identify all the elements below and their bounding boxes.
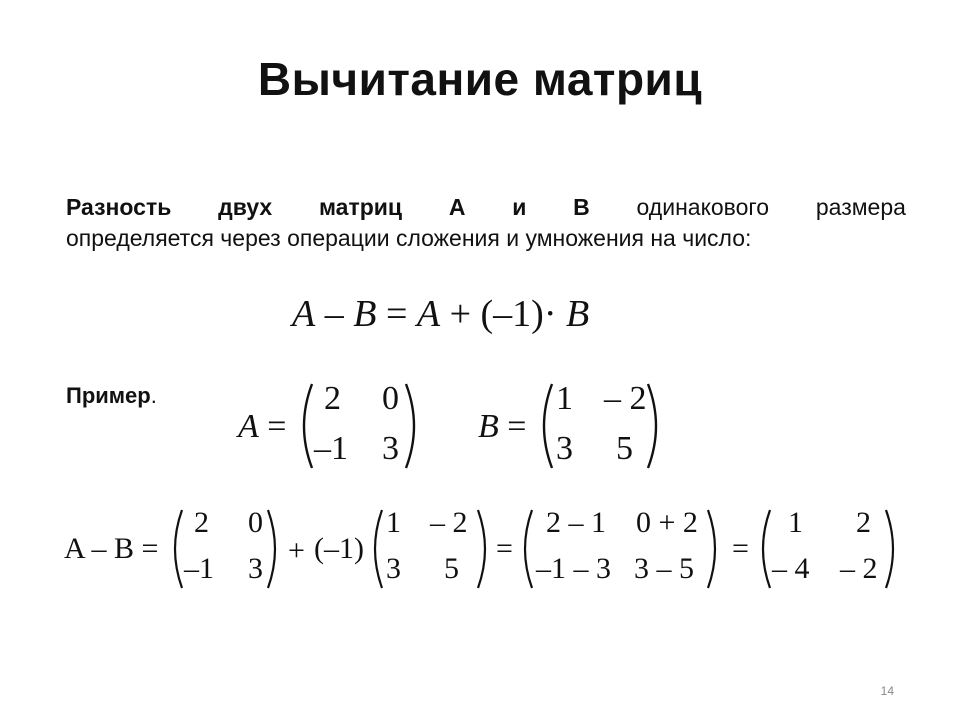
def-b-r1c2: – 2: [604, 380, 647, 417]
formula-b2: B: [566, 293, 590, 335]
page-number: 14: [880, 684, 894, 698]
calc-m3-r2c1: –1 – 3: [536, 552, 611, 585]
def-a-name: A: [238, 408, 259, 445]
example-label: [66, 383, 157, 409]
word-a: A: [448, 194, 466, 220]
calc-m3-r2c2: 3 – 5: [634, 552, 694, 585]
formula-dot: ·: [543, 293, 557, 335]
calc-matrix-a: [170, 506, 280, 592]
word-b: B: [573, 194, 590, 220]
formula-b: B: [353, 293, 377, 335]
calc-matrix-b: [370, 506, 490, 592]
calc-m4-r2c1: – 4: [772, 552, 810, 585]
calc-b-r2c1: 3: [386, 552, 401, 585]
formula-equals: =: [385, 293, 408, 335]
def-b-r2c1: 3: [556, 430, 573, 467]
def-a-r1c2: 0: [382, 380, 399, 417]
calc-m4-r2c2: – 2: [840, 552, 878, 585]
calc-a-r2c1: –1: [184, 552, 214, 585]
def-b-eq: =: [507, 408, 527, 445]
word-razmera: размера: [815, 194, 906, 220]
word-raznost: Разность: [66, 194, 172, 220]
example-word: Пример: [66, 383, 151, 408]
def-b-label: [478, 408, 526, 446]
calc-b-r1c2: – 2: [430, 506, 468, 539]
calc-b-r2c2: 5: [444, 552, 459, 585]
calc-equals-1: =: [496, 532, 513, 565]
def-a-label: [238, 408, 286, 446]
calc-a-r1c2: 0: [248, 506, 263, 539]
difference-formula: [292, 292, 589, 336]
matrix-a-definition: [298, 380, 420, 472]
definition-line-2: определяется через операции сложения и умножения на число:: [66, 225, 752, 251]
formula-minus: –: [324, 293, 344, 335]
calc-scalar: (–1): [314, 532, 364, 565]
formula-a2: A: [416, 293, 441, 335]
calc-m4-r1c2: 2: [856, 506, 871, 539]
calc-b-r1c1: 1: [386, 506, 401, 539]
calc-lhs: A – B =: [64, 532, 159, 565]
calc-equals-2: =: [732, 532, 749, 565]
def-b-r1c1: 1: [556, 380, 573, 417]
definition-paragraph: [66, 192, 906, 254]
example-period: .: [150, 383, 157, 408]
word-matrits: матриц: [318, 194, 403, 220]
word-dvukh: двух: [218, 194, 273, 220]
formula-plus: +: [449, 293, 472, 335]
calc-plus: +: [288, 534, 305, 567]
calc-m3-r1c1: 2 – 1: [546, 506, 606, 539]
def-a-r2c1: –1: [314, 430, 348, 467]
calc-a-r2c2: 3: [248, 552, 263, 585]
formula-neg-one: (–1): [480, 293, 544, 335]
def-b-r2c2: 5: [616, 430, 633, 467]
calc-a-r1c1: 2: [194, 506, 209, 539]
formula-a: A: [292, 293, 316, 335]
calc-matrix-intermediate: [520, 506, 720, 592]
calc-matrix-result: [758, 506, 898, 592]
def-a-eq: =: [267, 408, 287, 445]
definition-line-1: [66, 192, 906, 223]
word-i: и: [512, 194, 527, 220]
calc-m4-r1c1: 1: [788, 506, 803, 539]
word-odinakovogo: одинакового: [636, 194, 770, 220]
def-b-name: B: [478, 408, 499, 445]
def-a-r2c2: 3: [382, 430, 399, 467]
calc-m3-r1c2: 0 + 2: [636, 506, 698, 539]
slide-title: Вычитание матриц: [257, 53, 703, 105]
matrix-b-definition: [538, 380, 662, 472]
def-a-r1c1: 2: [324, 380, 341, 417]
